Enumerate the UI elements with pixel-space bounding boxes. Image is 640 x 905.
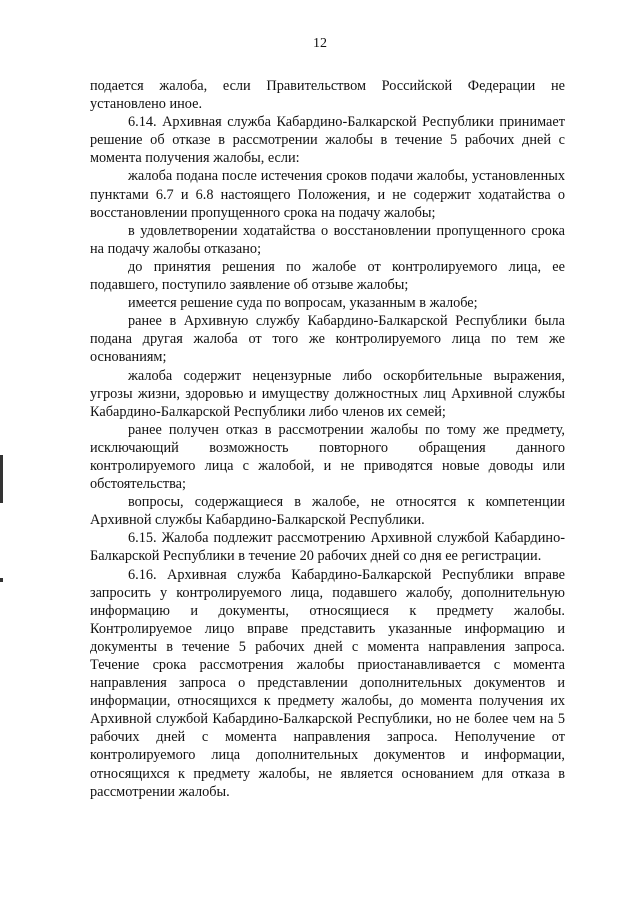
paragraph: в удовлетворении ходатайства о восстановлении пропущенного срока на подачу жалобы отказано; xyxy=(90,222,565,257)
paragraph: вопросы, содержащиеся в жалобе, не относятся к компетенции Архивной службы Кабардино-Балкарской Республики. xyxy=(90,494,565,529)
paragraph: жалоба подана после истечения сроков подачи жалобы, установленных пунктами 6.7 и 6.8 настоящего Положения, и не содержит ходатайства о восстановлении пропущенного срока на подачу жалобы; xyxy=(90,168,565,221)
paragraph: 6.14. Архивная служба Кабардино-Балкарской Республики принимает решение об отказе в рассмотрении жалобы в течение 5 рабочих дней с момента получения жалобы, если: xyxy=(90,114,565,167)
paragraph: 6.16. Архивная служба Кабардино-Балкарской Республики вправе запросить у контролируемого лица, подавшего жалобу, дополнительную информацию и документы, относящиеся к предмету жалобы. Контролируемое лицо вправе представить указанные информацию и документы в течение 5 рабочих дней с момента направления запроса. Течение срока рассмотрения жалобы приостанавливается с момента направления запроса о представлении дополнительных документов и информации, относящихся к предмету жалобы, до момента получения их Архивной службой Кабардино-Балкарской Республики, но не более чем на 5 рабочих дней с момента направления запроса. Неполучение от контролируемого лица дополнительных документов и информации, относящихся к предмету жалобы, не является основанием для отказа в рассмотрении жалобы. xyxy=(90,566,565,800)
page-number: 12 xyxy=(313,36,327,51)
paragraph: ранее в Архивную службу Кабардино-Балкарской Республики была подана другая жалоба от того же контролируемого лица по тем же основаниям; xyxy=(90,313,565,366)
paragraph: имеется решение суда по вопросам, указанным в жалобе; xyxy=(128,295,478,312)
document-body xyxy=(90,77,565,801)
scan-margin-mark xyxy=(0,578,3,582)
paragraph: подается жалоба, если Правительством Российской Федерации не установлено иное. xyxy=(90,78,565,113)
paragraph: жалоба содержит нецензурные либо оскорбительные выражения, угрозы жизни, здоровью и имуществу должностных лиц Архивной службы Кабардино-Балкарской Республики либо членов их семей; xyxy=(90,367,565,420)
paragraph: до принятия решения по жалобе от контролируемого лица, ее подавшего, поступило заявление об отзыве жалобы; xyxy=(90,258,565,294)
paragraph: 6.15. Жалоба подлежит рассмотрению Архивной службой Кабардино-Балкарской Республики в течение 20 рабочих дней со дня ее регистрации. xyxy=(90,530,565,565)
scan-margin-mark xyxy=(0,455,3,503)
paragraph: ранее получен отказ в рассмотрении жалобы по тому же предмету, исключающий возможность повторного обращения данного контролируемого лица с жалобой, и не приводятся новые доводы или обстоятельства; xyxy=(90,421,565,493)
